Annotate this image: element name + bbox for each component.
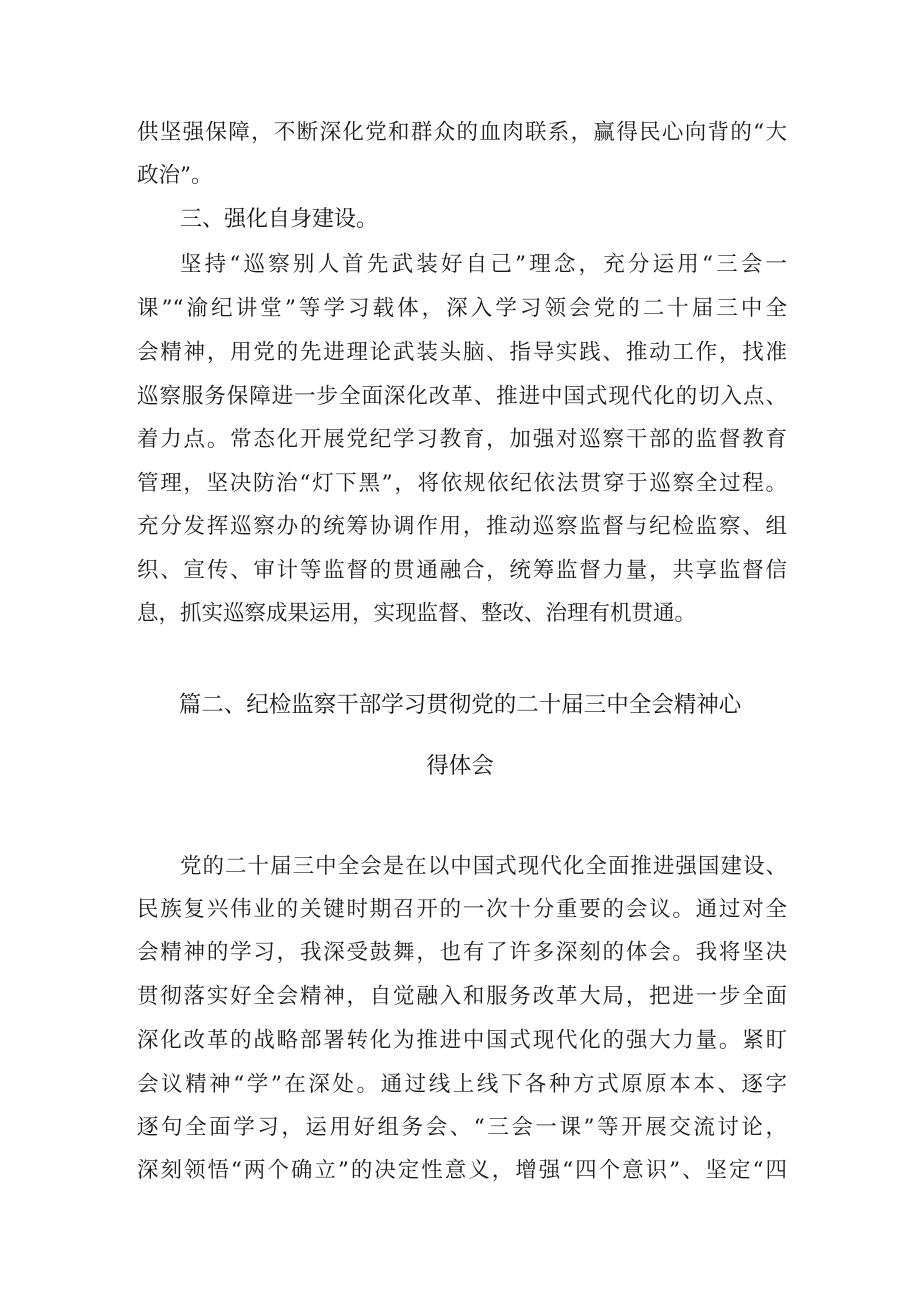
paragraph-line: 供坚强保障，不断深化党和群众的血肉联系，赢得民心向背的“大	[137, 120, 787, 145]
paragraph-line: 深化改革的战略部署转化为推进中国式现代化的强大力量。紧盯	[137, 1028, 787, 1053]
article-title: 篇二、纪检监察干部学习贯彻党的二十届三中全会精神心	[178, 692, 742, 718]
article-title-continued: 得体会	[426, 753, 494, 779]
paragraph-line: 会议精神“学”在深处。通过线上线下各种方式原原本本、逐字	[137, 1072, 787, 1097]
paragraph-line: 巡察服务保障进一步全面深化改革、推进中国式现代化的切入点、	[137, 384, 787, 409]
paragraph-line: 息，抓实巡察成果运用，实现监督、整改、治理有机贯通。	[137, 601, 697, 626]
paragraph-line: 织、宣传、审计等监督的贯通融合，统筹监督力量，共享监督信	[137, 558, 787, 583]
paragraph-line: 着力点。常态化开展党纪学习教育，加强对巡察干部的监督教育	[137, 427, 787, 452]
paragraph-line: 民族复兴伟业的关键时期召开的一次十分重要的会议。通过对全	[137, 897, 787, 922]
paragraph-line: 贯彻落实好全会精神，自觉融入和服务改革大局，把进一步全面	[137, 984, 787, 1009]
paragraph-line: 管理，坚决防治“灯下黑”，将依规依纪依法贯穿于巡察全过程。	[137, 471, 787, 496]
paragraph-line: 课”“渝纪讲堂”等学习载体，深入学习领会党的二十届三中全	[137, 296, 787, 321]
paragraph-line: 会精神的学习，我深受鼓舞，也有了许多深刻的体会。我将坚决	[137, 940, 787, 965]
paragraph-line: 党的二十届三中全会是在以中国式现代化全面推进强国建设、	[180, 854, 787, 879]
paragraph-line: 坚持“巡察别人首先武装好自己”理念，充分运用“三会一	[180, 252, 787, 277]
paragraph-line: 政治”。	[137, 163, 213, 188]
paragraph-line: 会精神，用党的先进理论武装头脑、指导实践、推动工作，找准	[137, 340, 787, 365]
paragraph-line: 逐句全面学习，运用好组务会、“三会一课”等开展交流讨论，	[137, 1115, 787, 1140]
paragraph-line: 充分发挥巡察办的统筹协调作用，推动巡察监督与纪检监察、组	[137, 514, 787, 539]
paragraph-line: 深刻领悟“两个确立”的决定性意义，增强“四个意识”、坚定“四	[137, 1158, 787, 1183]
section-heading: 三、强化自身建设。	[180, 207, 379, 232]
